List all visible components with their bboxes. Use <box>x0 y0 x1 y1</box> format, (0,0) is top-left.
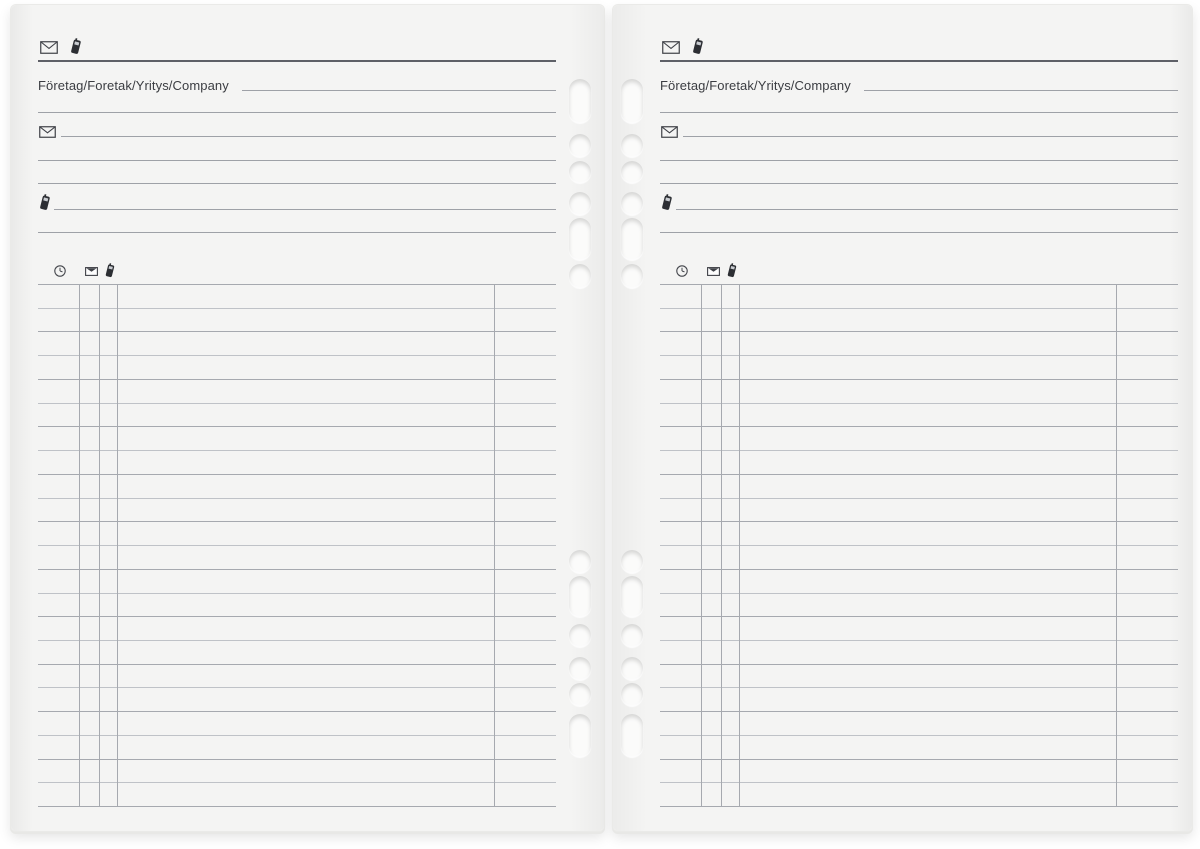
company-write-line <box>242 90 556 91</box>
table-row-line <box>660 309 1178 333</box>
company-label: Företag/Foretak/Yritys/Company <box>660 78 851 93</box>
table-row-line <box>38 736 556 760</box>
table-row-line <box>38 356 556 380</box>
table-row-line <box>660 783 1178 807</box>
mobile-phone-icon <box>38 194 52 211</box>
table-row-line <box>660 332 1178 356</box>
table-row-line <box>38 522 556 546</box>
mobile-field <box>38 194 556 214</box>
table-row-line <box>38 712 556 736</box>
table-row-line <box>660 736 1178 760</box>
punch-hole <box>621 550 643 573</box>
table-row-line <box>38 404 556 428</box>
table-row-line <box>660 546 1178 570</box>
mobile-phone-icon <box>104 263 116 278</box>
write-line <box>660 232 1178 233</box>
punch-hole <box>621 683 643 706</box>
punch-hole <box>621 192 643 215</box>
write-line <box>38 160 556 161</box>
table-row-line <box>38 641 556 665</box>
write-line <box>38 112 556 113</box>
table-row-line <box>38 285 556 309</box>
table-row-line <box>38 688 556 712</box>
clock-icon <box>676 265 688 277</box>
mobile-field <box>660 194 1178 214</box>
write-line <box>38 232 556 233</box>
table-row-line <box>660 665 1178 689</box>
table-row-line <box>38 617 556 641</box>
page-content <box>660 5 1178 833</box>
table-row-line <box>660 617 1178 641</box>
punch-hole <box>621 218 643 260</box>
table-row-line <box>660 570 1178 594</box>
company-field <box>660 77 1178 94</box>
punch-hole <box>621 79 643 123</box>
write-line <box>660 112 1178 113</box>
punch-hole <box>621 576 643 617</box>
table-row-line <box>38 427 556 451</box>
table-row-line <box>660 475 1178 499</box>
company-field <box>38 77 556 94</box>
table-row-line <box>38 475 556 499</box>
email-mobile-write-line <box>38 60 556 62</box>
mobile-write-line <box>676 209 1178 210</box>
table-row-line <box>660 404 1178 428</box>
table-row-line <box>660 522 1178 546</box>
envelope-icon <box>39 126 56 138</box>
table-row-line <box>660 356 1178 380</box>
envelope-icon <box>661 126 678 138</box>
company-label: Företag/Foretak/Yritys/Company <box>38 78 229 93</box>
table-row-line <box>38 380 556 404</box>
mobile-phone-icon <box>726 263 738 278</box>
email-write-line <box>61 136 556 137</box>
punch-hole <box>569 624 591 647</box>
mobile-phone-icon <box>69 38 83 55</box>
email-write-line <box>683 136 1178 137</box>
punch-hole <box>569 161 591 183</box>
email-field <box>660 125 1178 143</box>
write-line <box>660 160 1178 161</box>
email-field <box>38 125 556 143</box>
left-page <box>10 4 605 832</box>
table-row-line <box>660 688 1178 712</box>
table-column-line <box>117 285 118 807</box>
envelope-icon <box>85 267 98 276</box>
table-row-line <box>660 712 1178 736</box>
punch-hole <box>621 624 643 647</box>
table-row-line <box>660 427 1178 451</box>
table-row-line <box>660 499 1178 523</box>
table-row-line <box>660 760 1178 784</box>
punch-hole <box>569 714 591 757</box>
table-row-line <box>38 451 556 475</box>
punch-hole <box>621 714 643 757</box>
mobile-phone-icon <box>691 38 705 55</box>
punch-hole <box>569 576 591 617</box>
punch-hole <box>569 264 591 288</box>
punch-hole <box>569 657 591 680</box>
contact-icons-row <box>38 37 556 55</box>
punch-hole <box>621 657 643 680</box>
table-row-line <box>38 309 556 333</box>
page-content <box>38 5 556 833</box>
table-row-line <box>38 499 556 523</box>
punch-hole <box>569 218 591 260</box>
envelope-icon <box>40 41 58 54</box>
table-row-line <box>38 665 556 689</box>
notes-table <box>660 284 1178 807</box>
mobile-phone-icon <box>660 194 674 211</box>
punch-hole <box>569 192 591 215</box>
write-line <box>38 183 556 184</box>
table-row-line <box>660 285 1178 309</box>
mobile-write-line <box>54 209 556 210</box>
right-page <box>612 4 1193 832</box>
punch-hole <box>621 161 643 183</box>
table-row-line <box>660 641 1178 665</box>
table-column-line <box>1116 285 1117 807</box>
table-row-line <box>38 594 556 618</box>
table-column-line <box>721 285 722 807</box>
punch-hole <box>569 550 591 573</box>
punch-hole <box>621 264 643 288</box>
envelope-icon <box>707 267 720 276</box>
contact-icons-row <box>660 37 1178 55</box>
write-line <box>660 183 1178 184</box>
table-row-line <box>660 594 1178 618</box>
company-write-line <box>864 90 1178 91</box>
punch-hole <box>569 79 591 123</box>
table-row-line <box>38 546 556 570</box>
envelope-icon <box>662 41 680 54</box>
notes-table <box>38 284 556 807</box>
table-row-line <box>38 760 556 784</box>
table-row-line <box>660 380 1178 404</box>
table-row-line <box>38 570 556 594</box>
email-mobile-write-line <box>660 60 1178 62</box>
table-column-line <box>701 285 702 807</box>
table-row-line <box>38 332 556 356</box>
punch-hole <box>621 134 643 157</box>
punch-hole <box>569 683 591 706</box>
clock-icon <box>54 265 66 277</box>
table-row-line <box>660 451 1178 475</box>
punch-hole <box>569 134 591 157</box>
table-column-line <box>739 285 740 807</box>
table-row-line <box>38 783 556 807</box>
table-column-line <box>79 285 80 807</box>
table-column-line <box>494 285 495 807</box>
table-column-line <box>99 285 100 807</box>
